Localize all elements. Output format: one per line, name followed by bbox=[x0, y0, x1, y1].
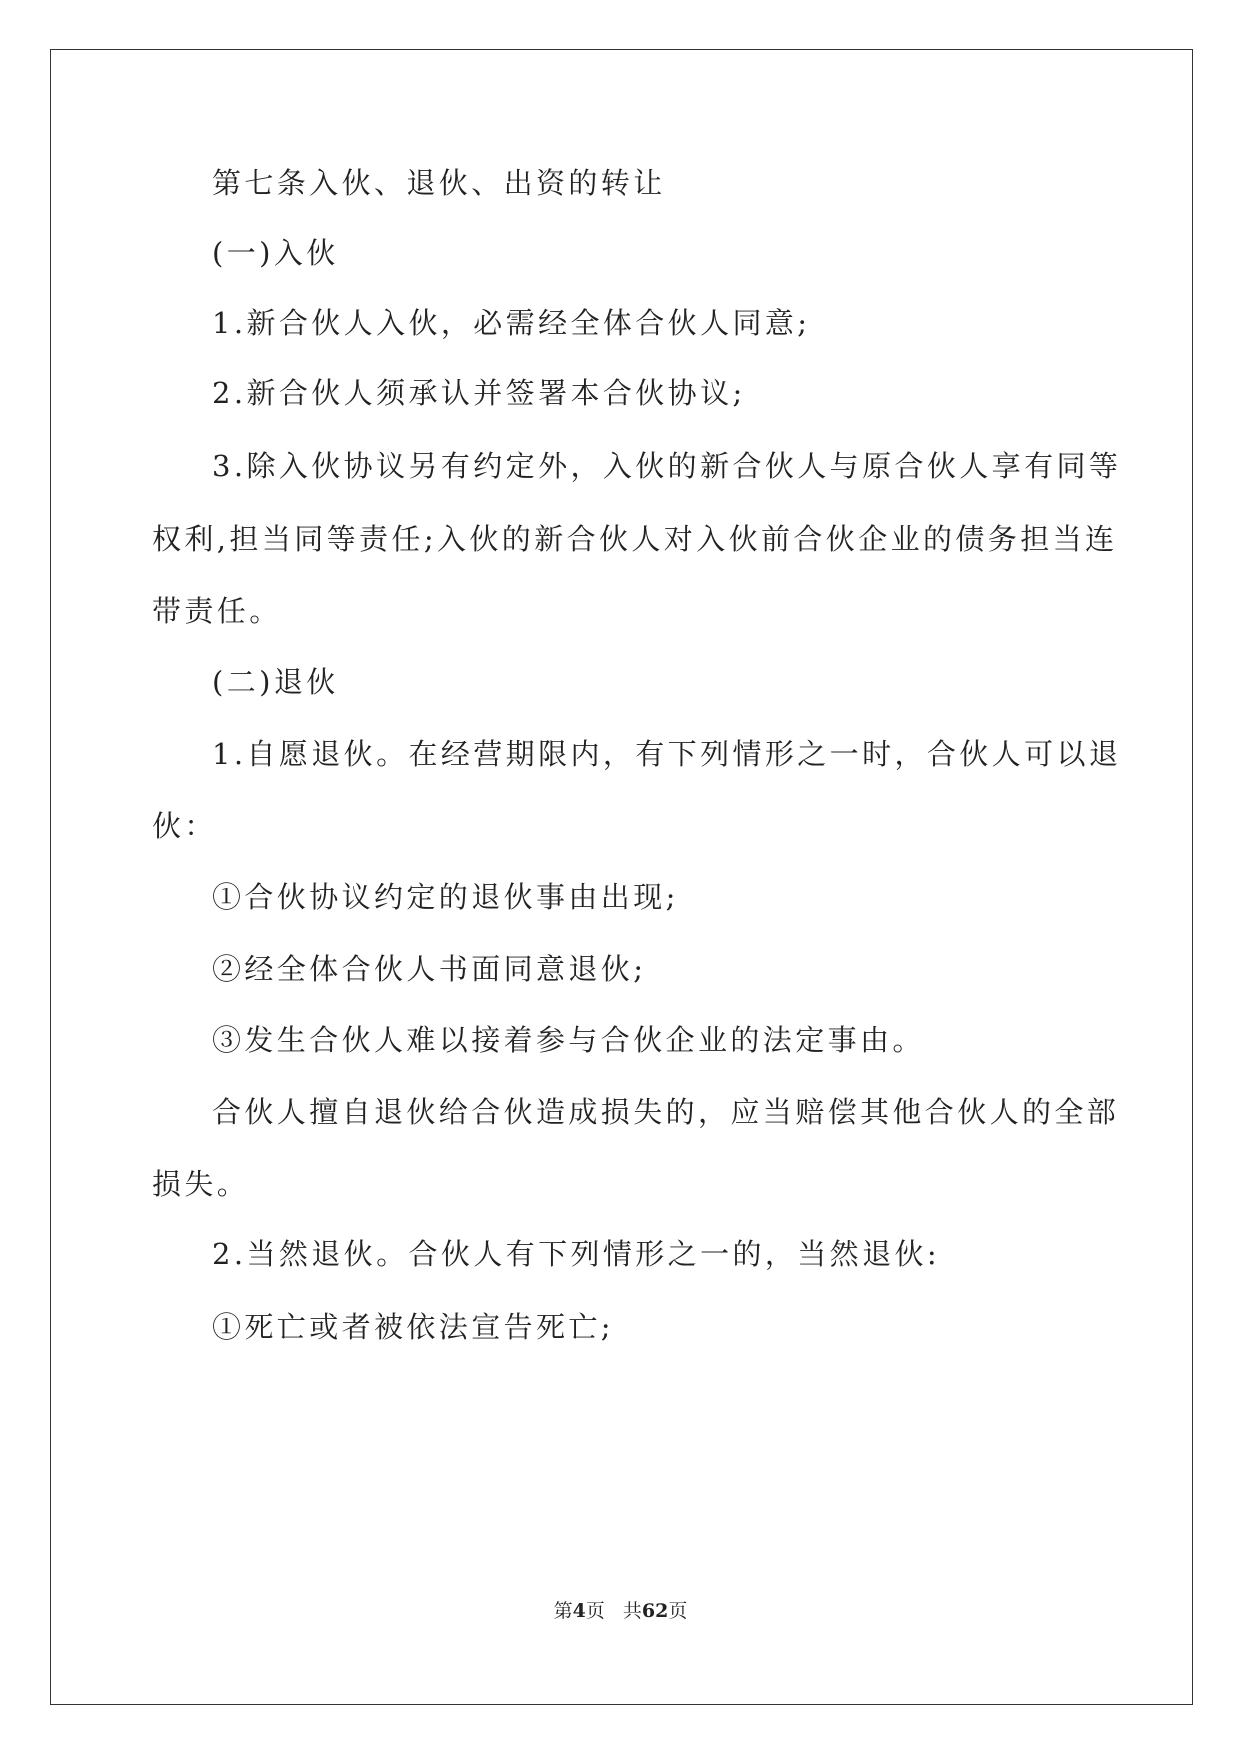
list-item-2: ②经全体合伙人书面同意退伙; bbox=[212, 952, 647, 986]
list-item-1: ①合伙协议约定的退伙事由出现; bbox=[212, 880, 679, 914]
total-suffix: 页 bbox=[668, 1600, 688, 1622]
section-heading-join: (一)入伙 bbox=[212, 236, 339, 270]
paragraph-join-2: 2.新合伙人须承认并签署本合伙协议; bbox=[212, 376, 746, 410]
paragraph-join-3-line1: 3.除入伙协议另有约定外，入伙的新合伙人与原合伙人享有同等 bbox=[212, 449, 1122, 483]
section-heading-withdraw: (二)退伙 bbox=[212, 665, 339, 699]
list-item-3: ③发生合伙人难以接着参与合伙企业的法定事由。 bbox=[212, 1023, 925, 1057]
paragraph-compensation-line1: 合伙人擅自退伙给合伙造成损失的，应当赔偿其他合伙人的全部 bbox=[212, 1095, 1120, 1129]
paragraph-join-3-line2: 权利,担当同等责任;入伙的新合伙人对入伙前合伙企业的债务担当连 bbox=[152, 522, 1118, 556]
total-prefix: 共 bbox=[622, 1600, 642, 1622]
page-prefix: 第 bbox=[553, 1600, 573, 1622]
page-number: 4 bbox=[572, 1600, 586, 1622]
total-pages: 62 bbox=[641, 1600, 669, 1622]
paragraph-join-1: 1.新合伙人入伙，必需经全体合伙人同意; bbox=[212, 306, 811, 340]
list-item-death: ①死亡或者被依法宣告死亡; bbox=[212, 1310, 614, 1344]
article-heading: 第七条入伙、退伙、出资的转让 bbox=[212, 166, 666, 200]
paragraph-withdraw-2: 2.当然退伙。合伙人有下列情形之一的，当然退伙: bbox=[212, 1237, 941, 1271]
page-footer bbox=[0, 1596, 1241, 1623]
page-suffix: 页 bbox=[585, 1600, 605, 1622]
paragraph-withdraw-1-line1: 1.自愿退伙。在经营期限内，有下列情形之一时，合伙人可以退 bbox=[212, 737, 1122, 771]
paragraph-compensation-line2: 损失。 bbox=[152, 1167, 250, 1201]
paragraph-withdraw-1-line2: 伙： bbox=[152, 809, 217, 843]
paragraph-join-3-line3: 带责任。 bbox=[152, 594, 282, 628]
